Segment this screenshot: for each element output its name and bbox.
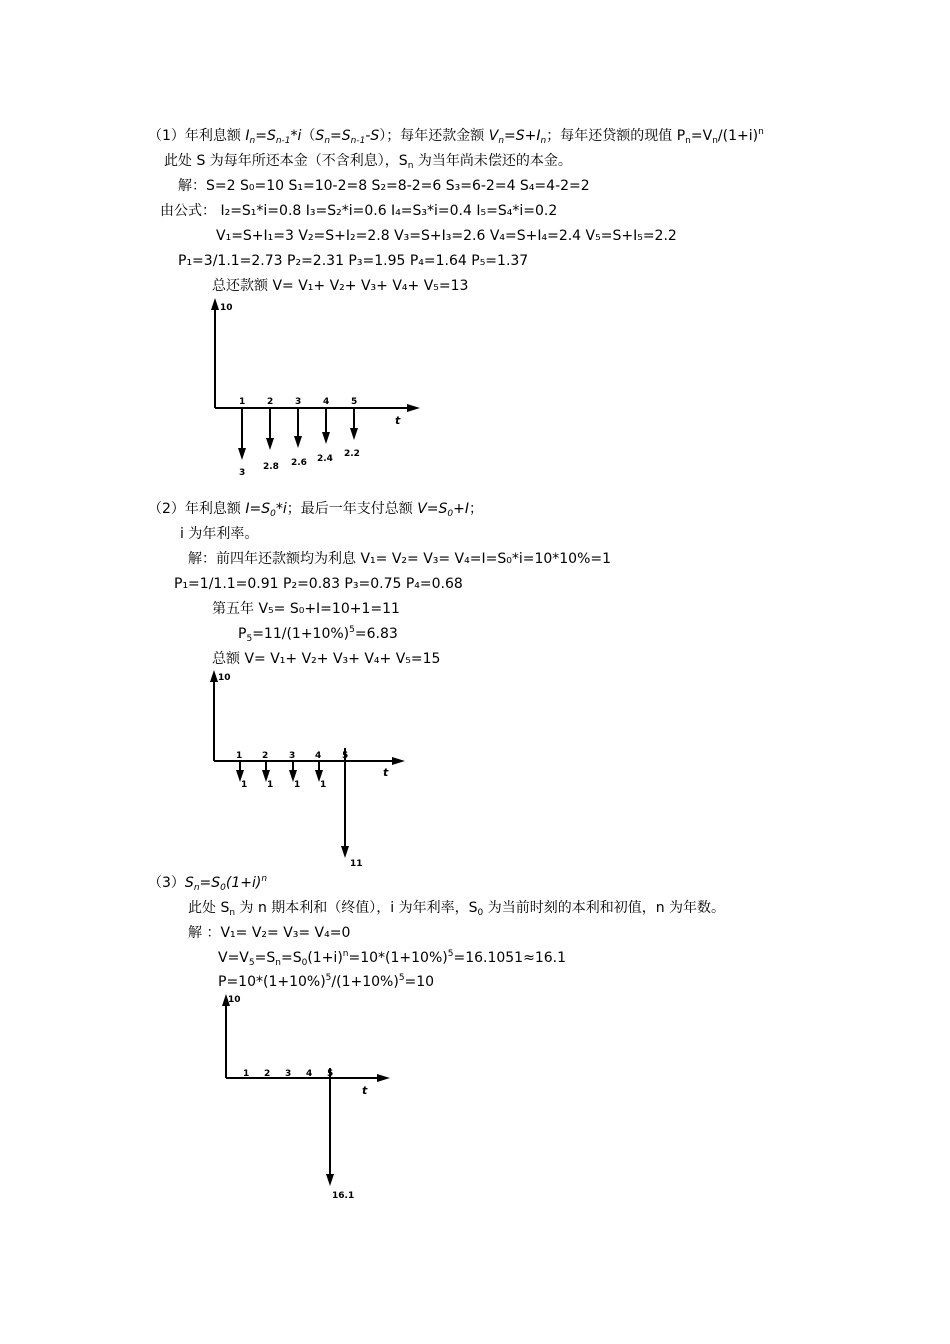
d3-tick: 2 [264,1069,271,1079]
d1-tick: 1 [239,397,246,407]
s3-l4-ep: 5 [447,949,454,959]
s3-l4-d: (1+i) [307,950,343,966]
s3-l5-bp: 5 [398,973,405,983]
d1-value: 2.8 [263,462,279,472]
s2-l1-g: V=S [417,501,448,517]
d2-tick: 2 [262,751,269,761]
d2-tick: 5 [342,751,349,761]
d2-t-label: t [383,766,389,779]
s1-l1-text-d: ；每年还贷额的现值 P [546,128,686,144]
s2-line3: 解：前四年还款额均为利息 V₁= V₂= V₃= V₄=I=S₀*i=10*10%=1 [188,551,612,567]
s1-l1-f2s: n-1 [275,136,291,146]
d3-tick: 3 [285,1069,292,1079]
s1-line1 [148,127,764,145]
d2-arrows [236,748,349,858]
d3-t-label: t [362,1084,368,1097]
s3-l5-b: /(1+10%) [331,974,399,990]
s2-l6-b: =11/(1+10%) [252,626,350,642]
s3-line2 [188,899,725,917]
d1-top-label: 10 [220,303,233,313]
s2-l1-g2: +I [453,501,469,517]
s3-l4-cs: 0 [301,958,308,968]
s2-l1-text-b: ；最后一年支付总额 [286,501,418,517]
s1-l1-f2: =S [255,128,276,144]
s2-line6 [238,625,398,643]
s2-line7: 总额 V= V₁+ V₂+ V₃+ V₄+ V₅=15 [212,651,441,667]
s2-l6-as: 5 [246,634,253,644]
d1-ticks [239,397,357,407]
d1-tick: 5 [351,397,358,407]
s3-l2-b: 为 n 期本利和（终值），i 为年利率，S [235,900,478,916]
d1-tick: 2 [267,397,274,407]
s2-line1 [148,500,483,518]
s1-l1-text-a: （1）年利息额 [148,128,246,144]
d3-tick: 1 [243,1069,250,1079]
s3-line5 [218,973,434,991]
s1-l1-f3: *i [290,128,302,144]
s1-l1-e3: /(1+i) [717,128,759,144]
s1-l1-h2: =S+I [504,128,541,144]
s1-line3: 解：S=2 S₀=10 S₁=10-2=8 S₂=8-2=6 S₃=6-2=4 S₄=4-2=2 [178,178,590,194]
d3-top-label: 10 [228,995,241,1005]
s3-l1-f2: =S [199,875,221,891]
cash-flow-diagram-1 [195,296,435,486]
s3-l2-bs: 0 [477,908,484,918]
s3-line4 [218,949,566,967]
s3-l4-a: V=V [218,950,249,966]
d3-tick: 4 [306,1069,313,1079]
s1-l1-h1: V [488,128,499,144]
s2-l6-bp: 5 [349,625,355,635]
s3-l5-c: =10 [404,974,435,990]
s3-l5-a: P=10*(1+10%) [218,974,326,990]
cash-flow-diagram-3 [210,990,410,1205]
s3-l4-bs: n [275,958,281,968]
s3-l4-e: =10*(1+10%) [348,950,448,966]
d2-tick: 3 [289,751,296,761]
s1-l1-e1s: n [685,136,691,146]
s1-l1-g2s: n-1 [350,136,366,146]
s1-l1-f1s: n [249,136,256,146]
s1-l1-e3p: n [758,127,764,137]
s3-l1-fs: n [193,883,200,893]
s3-l4-f: =16.1051≈16.1 [453,950,566,966]
s3-l1-f: S [184,875,194,891]
d3-value: 16.1 [332,1191,355,1201]
s3-l1-a: （3） [148,875,185,891]
d3-tick: 5 [327,1069,334,1079]
d1-value: 3 [239,468,246,478]
s3-l4-dp: n [342,949,349,959]
s3-line1 [148,874,267,892]
d1-tick: 3 [295,397,302,407]
s3-l1-f2s: 0 [220,883,226,893]
s1-line5: V₁=S+I₁=3 V₂=S+I₂=2.8 V₃=S+I₃=2.6 V₄=S+I₄=2.4 V₅=S+I₅=2.2 [216,228,677,244]
s1-l2-sub: n [407,161,414,171]
d1-value: 2.6 [291,458,307,468]
s1-l2-text-a: 此处 S 为每年所还本金（不含利息），S [164,153,408,169]
s3-l2-as: n [229,908,236,918]
d1-values [239,449,360,478]
d1-value: 2.4 [317,454,333,464]
s3-l4-b: =S [254,950,276,966]
s3-l1-f3: (1+i) [225,875,262,891]
d2-value: 1 [267,780,274,790]
s3-l5-ap: 5 [325,973,332,983]
d1-arrows [238,408,358,460]
d2-tick: 1 [236,751,243,761]
s2-line2: i 为年利率。 [180,526,259,542]
d2-value: 1 [320,780,327,790]
s2-l1-fs: 0 [270,509,276,519]
s3-l2-a: 此处 S [188,900,230,916]
s1-line7: 总还款额 V= V₁+ V₂+ V₃+ V₄+ V₅=13 [212,278,469,294]
s1-l1-g1s: n [324,136,331,146]
s3-l2-c: 为当前时刻的本利和初值，n 为年数。 [483,900,726,916]
s1-l1-g2: =S [330,128,351,144]
d2-value: 11 [350,859,363,869]
s1-l1-f1: I [245,128,250,144]
s3-l4-c: =S [280,950,302,966]
s3-l4-as: 5 [248,958,255,968]
s2-l1-f: I=S [245,501,271,517]
d2-ticks [236,751,348,761]
s1-l1-text-b: （ [301,128,316,144]
s2-line5: 第五年 V₅= S₀+I=10+1=11 [212,601,400,617]
s2-l1-f2: *i [275,501,287,517]
s2-l6-a: P [238,626,247,642]
s1-l1-h1s: n [498,136,505,146]
s1-line6: P₁=3/1.1=2.73 P₂=2.31 P₃=1.95 P₄=1.64 P₅=1.37 [178,253,529,269]
d2-value: 1 [294,780,301,790]
s1-l1-g1: S [315,128,325,144]
d1-tick: 4 [323,397,330,407]
cash-flow-diagram-2 [195,668,435,878]
s1-l1-e2s: n [712,136,718,146]
s1-l1-h2s: n [540,136,547,146]
s1-l1-g3: -S [365,128,380,144]
s3-line3: 解 ：V₁= V₂= V₃= V₄=0 [188,925,351,941]
d2-value: 1 [241,780,248,790]
s1-line2 [164,152,572,170]
s2-l1-text-c: ； [468,501,483,517]
s1-l1-text-c: ）；每年还款金额 [379,128,489,144]
s2-line4: P₁=1/1.1=0.91 P₂=0.83 P₃=0.75 P₄=0.68 [174,576,463,592]
d1-t-label: t [395,414,401,427]
s1-l2-text-b: 为当年尚未偿还的本金。 [413,153,572,169]
s1-line4: 由公式： I₂=S₁*i=0.8 I₃=S₂*i=0.6 I₄=S₃*i=0.4 I₅=S₄*i=0.2 [160,203,558,219]
d3-arrows [326,1068,334,1186]
s2-l1-text-a: （2）年利息额 [148,501,246,517]
s3-l1-f3p: n [261,874,268,884]
s2-l1-gs: 0 [447,509,454,519]
d2-top-label: 10 [218,673,231,683]
d1-value: 2.2 [344,449,360,459]
d2-tick: 4 [315,751,322,761]
s1-l1-e2: =V [690,128,713,144]
s2-l6-c: =6.83 [354,626,398,642]
